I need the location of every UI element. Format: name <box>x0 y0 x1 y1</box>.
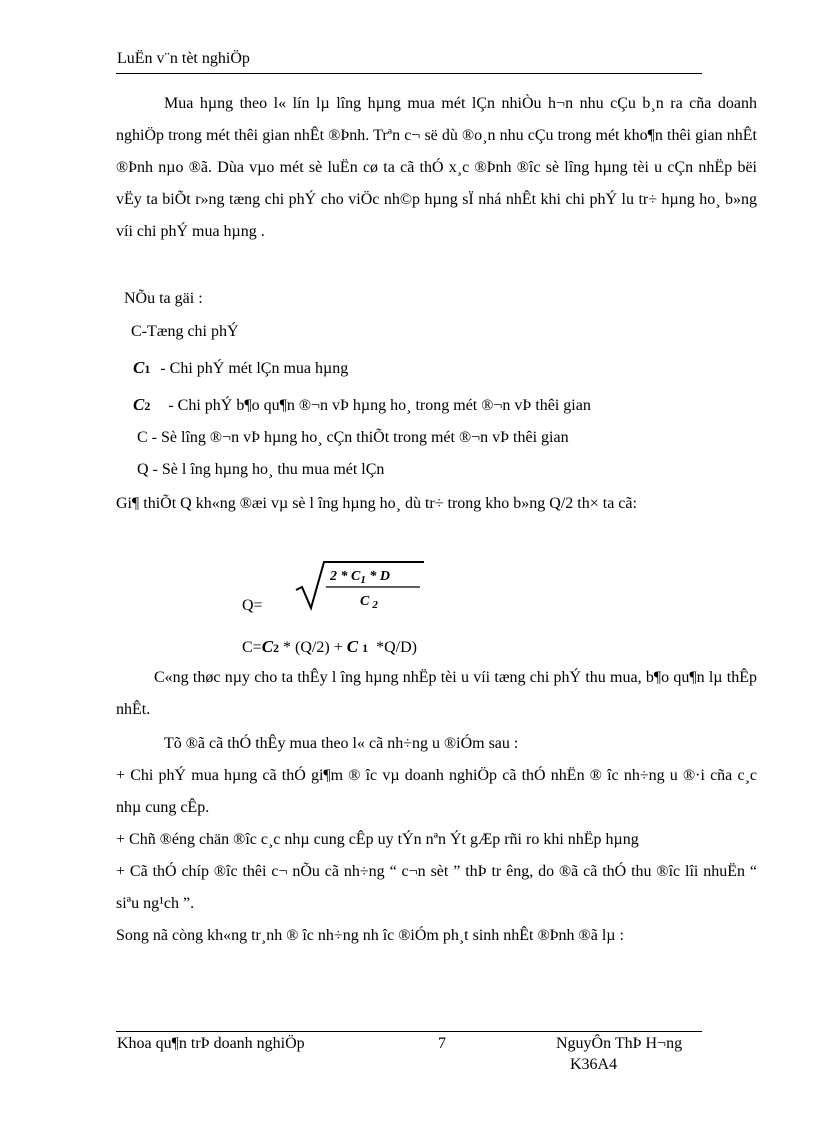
formula-numerator: $2 * C_1$ * D <box>330 569 390 586</box>
footer-page-number: 7 <box>438 1035 446 1052</box>
d-definition: C - Sè lîng ®¬n vÞ hµng ho¸ cÇn thiÕt trong mét ®¬n vÞ thêi gian <box>137 429 569 446</box>
header-rule <box>116 73 702 74</box>
assume-line: NÕu ta gäi : <box>124 290 203 307</box>
c1-definition-text: - Chi phÝ mét lÇn mua hµng <box>160 360 349 377</box>
total-cost-def: C-Tæng chi phÝ <box>131 323 239 340</box>
c1-subscript: 1 <box>144 362 151 376</box>
footer-class: K36A4 <box>570 1056 618 1073</box>
q-formula-label: Q= <box>242 597 263 614</box>
c2-definition-text: - Chi phÝ b¶o qu¶n ®¬n vÞ hµng ho¸ trong mét ®¬n vÞ thêi gian <box>168 397 591 414</box>
q-definition: Q - Sè l îng hµng ho¸ thu mua mét lÇn <box>137 461 385 478</box>
disadvantages-intro: Song nã còng kh«ng tr¸nh ® îc nh÷ng nh îc ®iÓm ph¸t sinh nhÊt ®Þnh ®ã lµ : <box>116 927 624 944</box>
c1-definition <box>133 358 348 378</box>
c-formula-end: *Q/D) <box>376 639 417 656</box>
advantage-1: + Chi phÝ mua hµng cã thÓ gi¶m ® îc vµ doanh nghiÖp cã thÓ nhËn ® îc nh÷ng u ®·i cña c¸c nhµ cung cÊp. <box>116 767 757 816</box>
paragraph-intro: Mua hµng theo l« lín lµ lîng hµng mua mét lÇn nhiÒu h¬n nhu cÇu b¸n ra cña doanh nghiÖp trong mét thêi gian nhÊt ®Þnh. Trªn c¬ së dù ®o¸n nhu cÇu trong mét kho¶n thêi gian nhÊt ®Þnh nµo ®ã. Dùa vµo mét sè luËn cø ta cã thÓ x¸c ®Þnh ®îc sè lîng hµng tèi u cÇn nhËp bëi vËy ta biÕt r»ng tæng chi phÝ cho viÖc nh©p hµng sÏ nhá nhÊt khi chi phÝ lu tr÷ hµng ho¸ b»ng víi chi phÝ mua hµng . <box>116 95 757 240</box>
c-formula-c2: C <box>261 637 274 656</box>
q-formula-radical <box>294 560 426 612</box>
hypothesis-paragraph: Gi¶ thiÕt Q kh«ng ®æi vµ sè l îng hµng ho¸ dù tr÷ trong kho b»ng Q/2 th× ta cã: <box>116 495 637 512</box>
c-formula-mid: * (Q/2) + <box>279 639 347 656</box>
footer-author: NguyÔn ThÞ H¬ng <box>556 1035 683 1052</box>
advantage-3: + Cã thÓ chíp ®îc thêi c¬ nÕu cã nh÷ng “ c¬n sèt ” thÞ tr êng, do ®ã cã thÓ thu ®îc lîi nhuËn “ siªu ng¹ch ”. <box>116 863 757 912</box>
formula-denominator: C $_2$ <box>360 594 378 611</box>
formula-explanation: C«ng thøc nµy cho ta thÊy l îng hµng nhËp tèi u víi tæng chi phÝ thu mua, b¶o qu¶n lµ thÊp nhÊt. <box>116 669 757 718</box>
running-header: LuËn v¨n tèt nghiÖp <box>117 50 250 67</box>
c2-definition <box>133 395 591 415</box>
c-formula-c2-sub: 2 <box>273 641 280 655</box>
c1-symbol: C <box>133 358 145 377</box>
c-formula-c1-sub: 1 <box>362 641 369 655</box>
c-formula-c1: C <box>346 637 359 656</box>
c2-subscript: 2 <box>144 399 151 413</box>
footer-faculty: Khoa qu¶n trÞ doanh nghiÖp <box>117 1035 305 1052</box>
advantages-intro: Tõ ®ã cã thÓ thÊy mua theo l« cã nh÷ng u ®iÓm sau : <box>164 735 519 752</box>
c2-symbol: C <box>133 395 145 414</box>
c-formula-label: C= <box>242 639 262 656</box>
advantage-2: + Chñ ®éng chän ®îc c¸c nhµ cung cÊp uy tÝn nªn Ýt gÆp rñi ro khi nhËp hµng <box>116 831 639 848</box>
footer-rule <box>116 1031 702 1032</box>
c-formula <box>242 637 417 657</box>
